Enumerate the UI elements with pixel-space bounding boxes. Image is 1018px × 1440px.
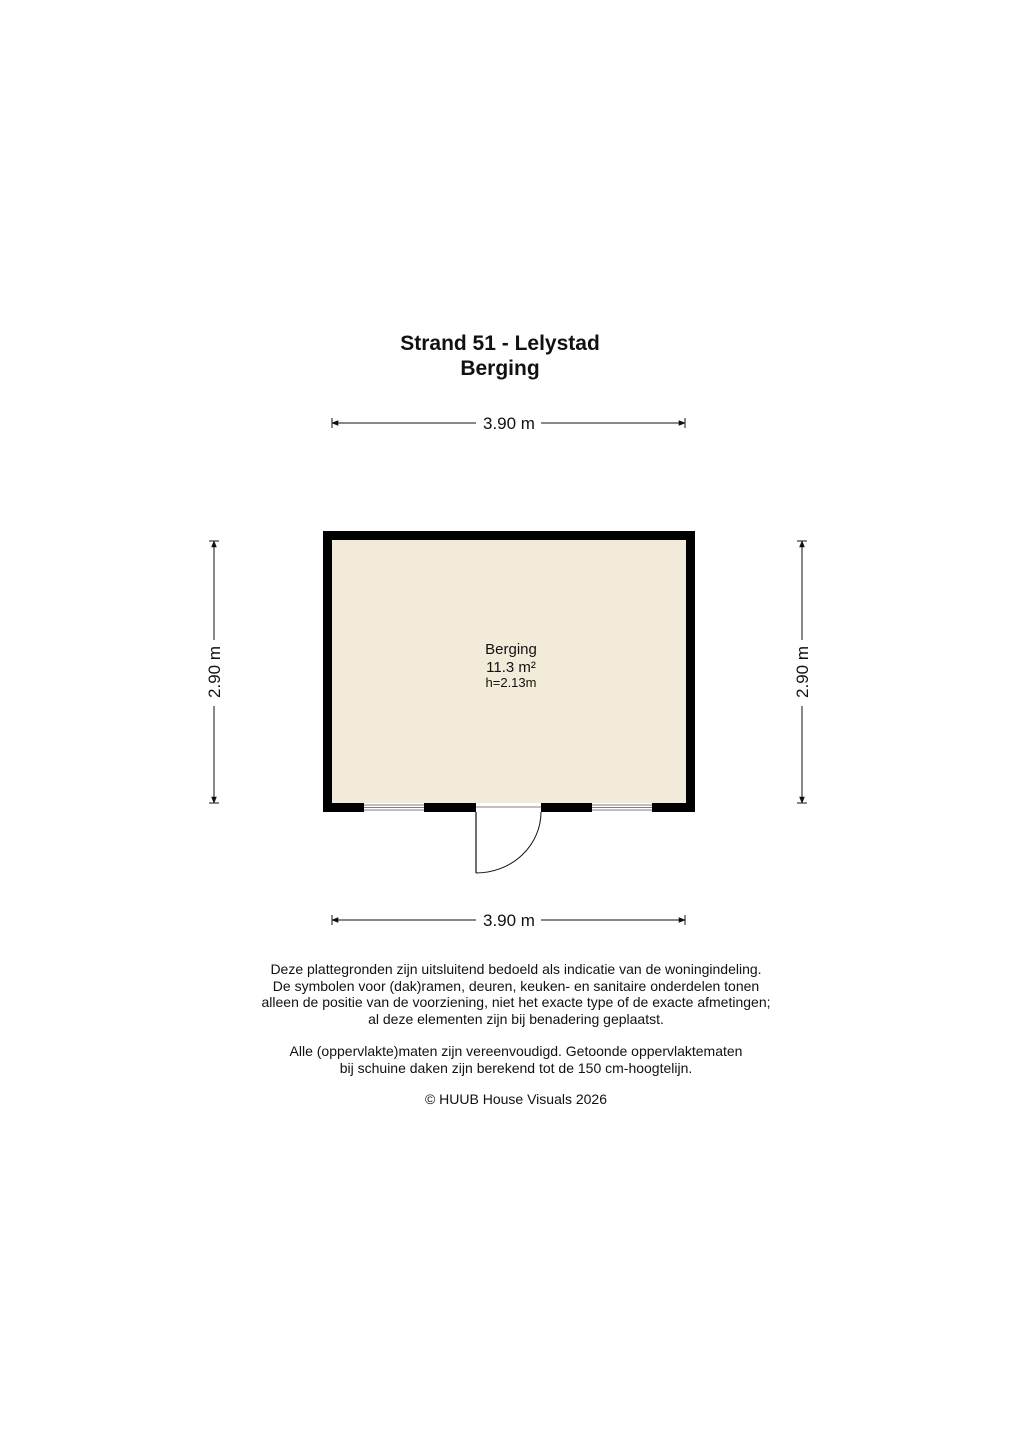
left-dimension bbox=[205, 541, 224, 803]
right-dimension-label: 2.90 m bbox=[793, 646, 812, 698]
room-name: Berging bbox=[485, 641, 537, 658]
copyright-notice: © HUUB House Visuals 2026 bbox=[424, 1091, 608, 1107]
disclaimer-line: Alle (oppervlakte)maten zijn vereenvoudigd. Getoonde oppervlaktematen bbox=[289, 1043, 743, 1059]
door-swing bbox=[476, 812, 541, 873]
door bbox=[470, 803, 547, 873]
disclaimer-paragraph-1 bbox=[0, 961, 1018, 1027]
left-dimension-label: 2.90 m bbox=[205, 646, 224, 698]
disclaimer-line: al deze elementen zijn bij benadering geplaatst. bbox=[368, 1010, 664, 1027]
window-right bbox=[587, 803, 657, 812]
bottom-dimension-label: 3.90 m bbox=[483, 911, 535, 930]
bottom-dimension bbox=[332, 911, 685, 930]
disclaimer-paragraph-2 bbox=[0, 1043, 1018, 1076]
room-berging bbox=[323, 531, 695, 873]
disclaimer-line: Deze plattegronden zijn uitsluitend bedoeld als indicatie van de woningindeling. bbox=[270, 961, 762, 977]
disclaimer-line: De symbolen voor (dak)ramen, deuren, keuken- en sanitaire onderdelen tonen bbox=[272, 977, 760, 994]
plan-title: Strand 51 - Lelystad bbox=[400, 332, 600, 355]
disclaimer-line: alleen de positie van de voorziening, niet het exacte type of de exacte afmetingen; bbox=[261, 994, 771, 1010]
room-area: 11.3 m² bbox=[486, 659, 536, 676]
top-dimension bbox=[332, 414, 685, 433]
right-dimension bbox=[793, 541, 812, 803]
window-left bbox=[359, 803, 429, 812]
top-dimension-label: 3.90 m bbox=[483, 414, 535, 433]
disclaimer-line: bij schuine daken zijn berekend tot de 150 cm-hoogtelijn. bbox=[339, 1059, 693, 1076]
plan-subtitle: Berging bbox=[460, 357, 540, 380]
room-height: h=2.13m bbox=[485, 675, 537, 690]
